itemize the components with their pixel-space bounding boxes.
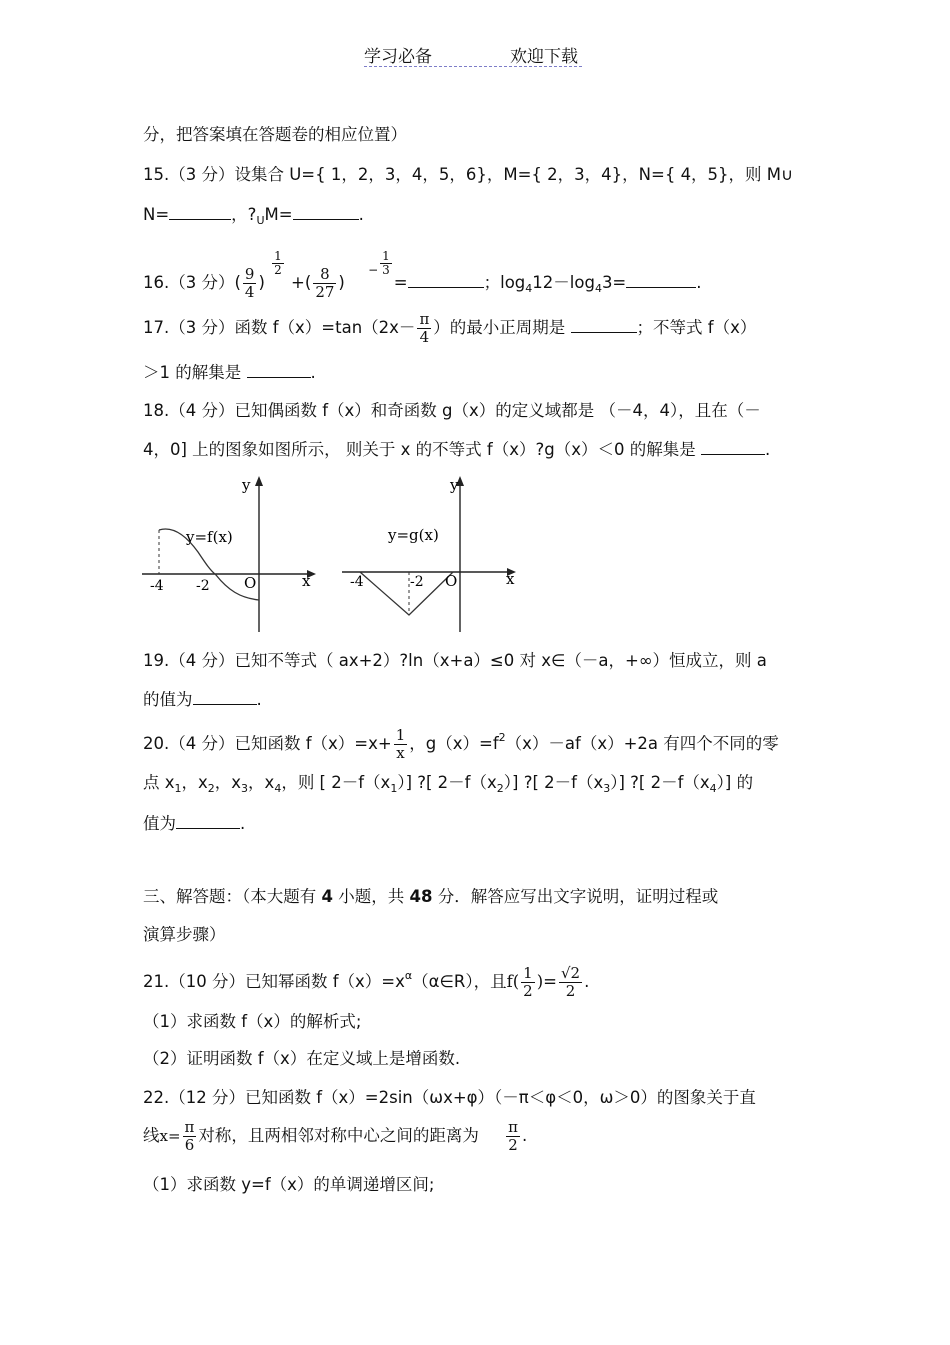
- origin-label: O: [244, 574, 257, 592]
- fraction: $\frac{\pi}{6}$: [184, 1118, 195, 1154]
- q18-line1: 18.（4 分）已知偶函数 f（x）和奇函数 g（x）的定义域都是 （－4，4），且在（－: [143, 401, 761, 420]
- answer-blank: [176, 812, 240, 829]
- fraction: $\frac{9}{4}$: [244, 265, 255, 301]
- answer-blank: [193, 688, 257, 705]
- graph-g: [340, 472, 530, 634]
- fraction: $\frac{1}{2}$: [523, 964, 533, 1000]
- answer-blank: [408, 271, 484, 288]
- section3-line1: 三、解答题：（本大题有 4 小题，共 48 分．解答应写出文字说明，证明过程或: [143, 887, 719, 906]
- answer-blank: [571, 316, 637, 333]
- tick-label: -2: [196, 578, 210, 594]
- intro-line: 分，把答案填在答题卷的相应位置）: [143, 125, 407, 144]
- q18-line2: 4，0] 上的图象如图所示， 则关于 x 的不等式 f（x）?g（x）＜0 的解集是 .: [143, 440, 771, 459]
- q15-line1: 15.（3 分）设集合 U={ 1，2，3，4，5，6}，M={ 2，3，4}，N={ 4，5}，则 M∪: [143, 165, 794, 184]
- q19-line2: 的值为 .: [143, 690, 262, 709]
- fraction: $\frac{√2}{2}$: [560, 964, 581, 1000]
- x-label: x: [506, 570, 515, 588]
- g-curve: [360, 572, 453, 615]
- answer-blank: [626, 271, 696, 288]
- q22-part1: （1）求函数 y=f（x）的单调递增区间;: [143, 1175, 435, 1194]
- origin-label: O: [445, 572, 458, 590]
- q20-line1: 20.（4 分）已知函数 f（x）=x+ $\frac{1}{x}$ ，$g(x)=f^2(x)-af(x)+2a$ 有四个不同的零: [143, 726, 779, 762]
- fraction: $\frac{8}{27}$: [315, 265, 335, 301]
- section3-line2: 演算步骤）: [143, 925, 226, 944]
- y-axis-arrow: [255, 476, 263, 486]
- q17-line1: 17.（3 分）函数 f（x）=tan（2x－ $\frac{\pi}{4}$ ）的最小正周期是 ；不等式 f（x）: [143, 310, 757, 346]
- q17-line2: ＞1 的解集是 .: [143, 363, 316, 382]
- header-left: 学习必备: [364, 47, 432, 67]
- q21-part2: （2）证明函数 f（x）在定义域上是增函数.: [143, 1049, 461, 1068]
- fraction: $\frac{\pi}{4}$: [419, 310, 430, 346]
- y-label: y: [242, 476, 251, 494]
- q16-line: 16.（3 分）( $\frac{9}{4}$ ) $\frac{1}{2}$ +( $\frac{8}{27}$ ) − $\frac{1}{3}$ = ；$\log_412-\log_43=$ .: [143, 249, 702, 301]
- q21-part1: （1）求函数 f（x）的解析式;: [143, 1012, 362, 1031]
- x-label: x: [302, 572, 311, 590]
- y-label: y: [450, 476, 459, 494]
- answer-blank: [293, 203, 359, 220]
- graph-f: [140, 472, 320, 634]
- fraction: $\frac{1}{x}$: [395, 726, 406, 762]
- fraction: $\frac{\pi}{2}$: [508, 1118, 518, 1154]
- header-right: 欢迎下载: [510, 47, 578, 67]
- q22-line1: 22.（12 分）已知函数 f（x）=2sin（ωx+φ）（－π＜φ＜0，ω＞0）的图象关于直: [143, 1088, 756, 1107]
- q20-line2: 点 $x_1$，$x_2$，$x_3$，$x_4$，则 [ $2-f(x_1)$] ?[ $2-f(x_2)$] ?[ $2-f(x_3)$] ?[ $2-f(x_4)$] 的: [143, 773, 754, 795]
- curve-label: y=f(x): [186, 528, 233, 546]
- page-header: [364, 42, 582, 67]
- tick-label: -4: [350, 574, 364, 590]
- q15-line2: N= ，$?_UM=$ .: [143, 205, 364, 227]
- q22-line2: 线x= $\frac{\pi}{6}$ 对称，且两相邻对称中心之间的距离为 $\frac{\pi}{2}$ .: [143, 1118, 528, 1154]
- q21-line: 21.（10 分）已知幂函数 $f(x)=x^\alpha(\alpha\in R)$，且f( $\frac{1}{2}$ )= $\frac{√2}{2}$ .: [143, 964, 590, 1000]
- tick-label: -4: [150, 578, 164, 594]
- answer-blank: [169, 203, 231, 220]
- q19-line1: 19.（4 分）已知不等式（ ax+2）?ln（x+a）≤0 对 x∈（－a，+∞）恒成立，则 a: [143, 651, 767, 670]
- exponent-fraction: $\frac{1}{3}$: [382, 249, 390, 277]
- curve-label: y=g(x): [388, 526, 439, 544]
- q20-line3: 值为 .: [143, 814, 246, 833]
- tick-label: -2: [410, 574, 424, 590]
- exponent-fraction: $\frac{1}{2}$: [274, 249, 282, 277]
- answer-blank: [701, 438, 765, 455]
- answer-blank: [247, 361, 311, 378]
